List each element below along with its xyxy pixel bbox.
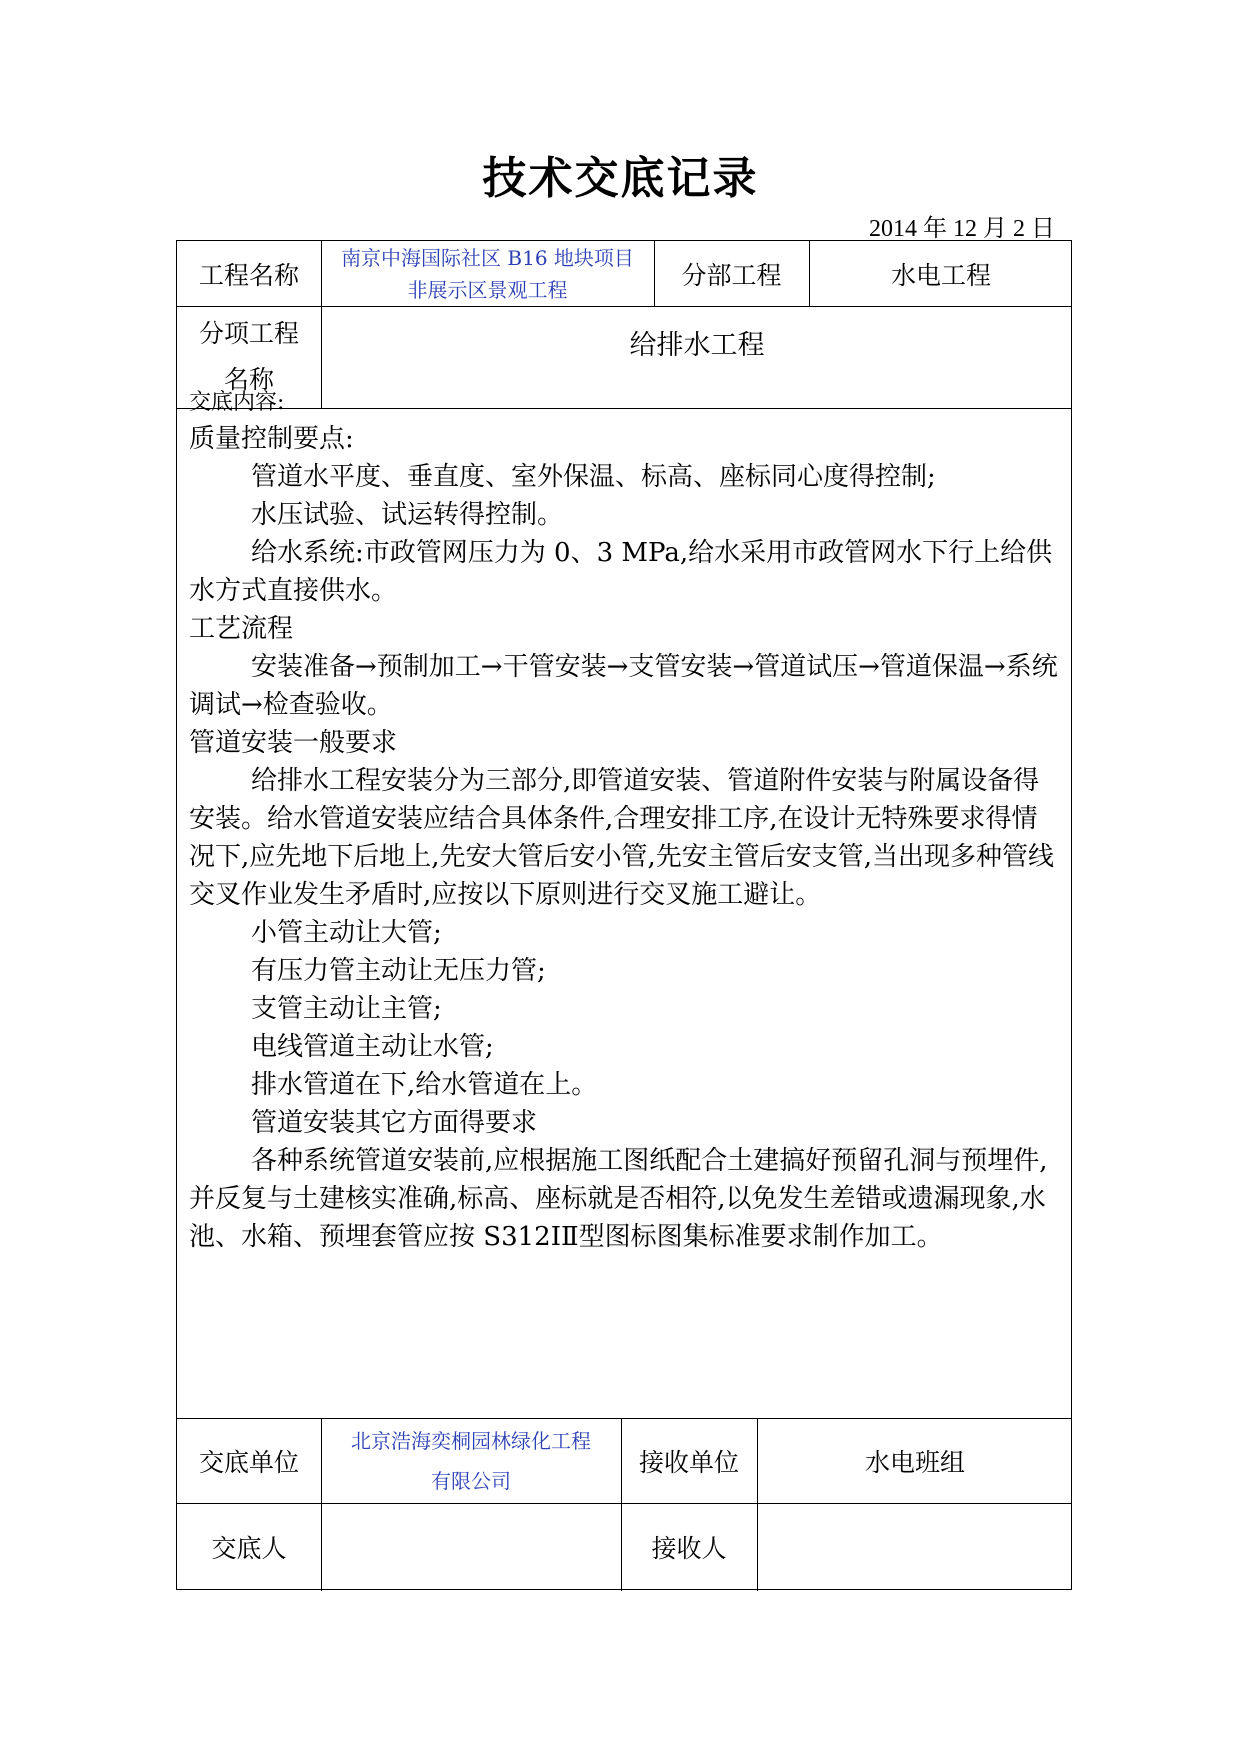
project-name-value — [321, 241, 654, 306]
receiver-label: 接收人 — [651, 1534, 727, 1563]
receiving-unit-label: 接收单位 — [638, 1447, 739, 1477]
content-paragraph: 给排水工程安装分为三部分,即管道安装、管道附件安装与附属设备得安装。给水管道安装应结合具体条件,合理安排工序,在设计无特殊要求得情况下,应先地下后地上,先安大管后安小管,先安主管后安支管,当出现多种管线交叉作业发生矛盾时,应按以下原则进行交叉施工避让。 — [189, 766, 1055, 910]
handover-unit-line1: 北京浩海奕桐园林绿化工程 — [351, 1428, 591, 1453]
page-title: 技术交底记录 — [482, 153, 759, 204]
handover-unit-label: 交底单位 — [198, 1447, 299, 1477]
content-paragraph: 支管主动让主管; — [251, 994, 442, 1024]
content-paragraph: 各种系统管道安装前,应根据施工图纸配合土建搞好预留孔洞与预埋件,并反复与土建核实准确,标高、座标就是否相符,以免发生差错或遗漏现象,水池、水箱、预埋套管应按 S312ⅠⅡ型图标图集标准要求制作加工。 — [189, 1146, 1048, 1252]
content-paragraph: 小管主动让大管; — [251, 918, 442, 948]
content-label: 交底内容: — [189, 390, 285, 415]
handover-unit-value — [321, 1418, 621, 1503]
handover-person-field — [321, 1503, 621, 1591]
section-heading: 管道安装一般要求 — [189, 728, 398, 758]
content-paragraph: 排水管道在下,给水管道在上。 — [251, 1070, 598, 1100]
content-paragraph: 管道安装其它方面得要求 — [251, 1108, 538, 1138]
section-heading: 质量控制要点: — [189, 424, 354, 454]
item-name-value: 给排水工程 — [629, 329, 765, 361]
content-paragraph: 管道水平度、垂直度、室外保温、标高、座标同心度得控制; — [251, 462, 936, 492]
record-table — [176, 240, 1072, 1590]
record-date: 2014 年 12 月 2 日 — [869, 216, 1055, 242]
content-paragraph: 有压力管主动让无压力管; — [251, 956, 546, 986]
project-name-line2: 非展示区景观工程 — [407, 277, 568, 302]
handover-person-label: 交底人 — [211, 1534, 287, 1563]
sub-project-value: 水电工程 — [890, 260, 991, 290]
content-paragraph: 水压试验、试运转得控制。 — [251, 500, 564, 530]
section-heading: 工艺流程 — [189, 614, 294, 644]
item-label-line1: 分项工程 — [198, 319, 299, 348]
handover-content — [189, 386, 1061, 1256]
sub-project-label: 分部工程 — [681, 260, 782, 290]
item-label-line2: 名称 — [223, 365, 274, 394]
receiver-field — [757, 1503, 1073, 1591]
content-paragraph: 电线管道主动让水管; — [251, 1032, 494, 1062]
project-name-label: 工程名称 — [198, 260, 299, 290]
receiving-unit-value: 水电班组 — [864, 1447, 965, 1477]
content-paragraph: 给水系统:市政管网压力为 0、3 MPa,给水采用市政管网水下行上给供水方式直接供水。 — [189, 538, 1053, 606]
content-paragraph: 安装准备→预制加工→干管安装→支管安装→管道试压→管道保温→系统调试→检查验收。 — [189, 652, 1058, 720]
handover-unit-line2: 有限公司 — [431, 1468, 511, 1493]
project-name-line1: 南京中海国际社区 B16 地块项目 — [341, 245, 634, 270]
